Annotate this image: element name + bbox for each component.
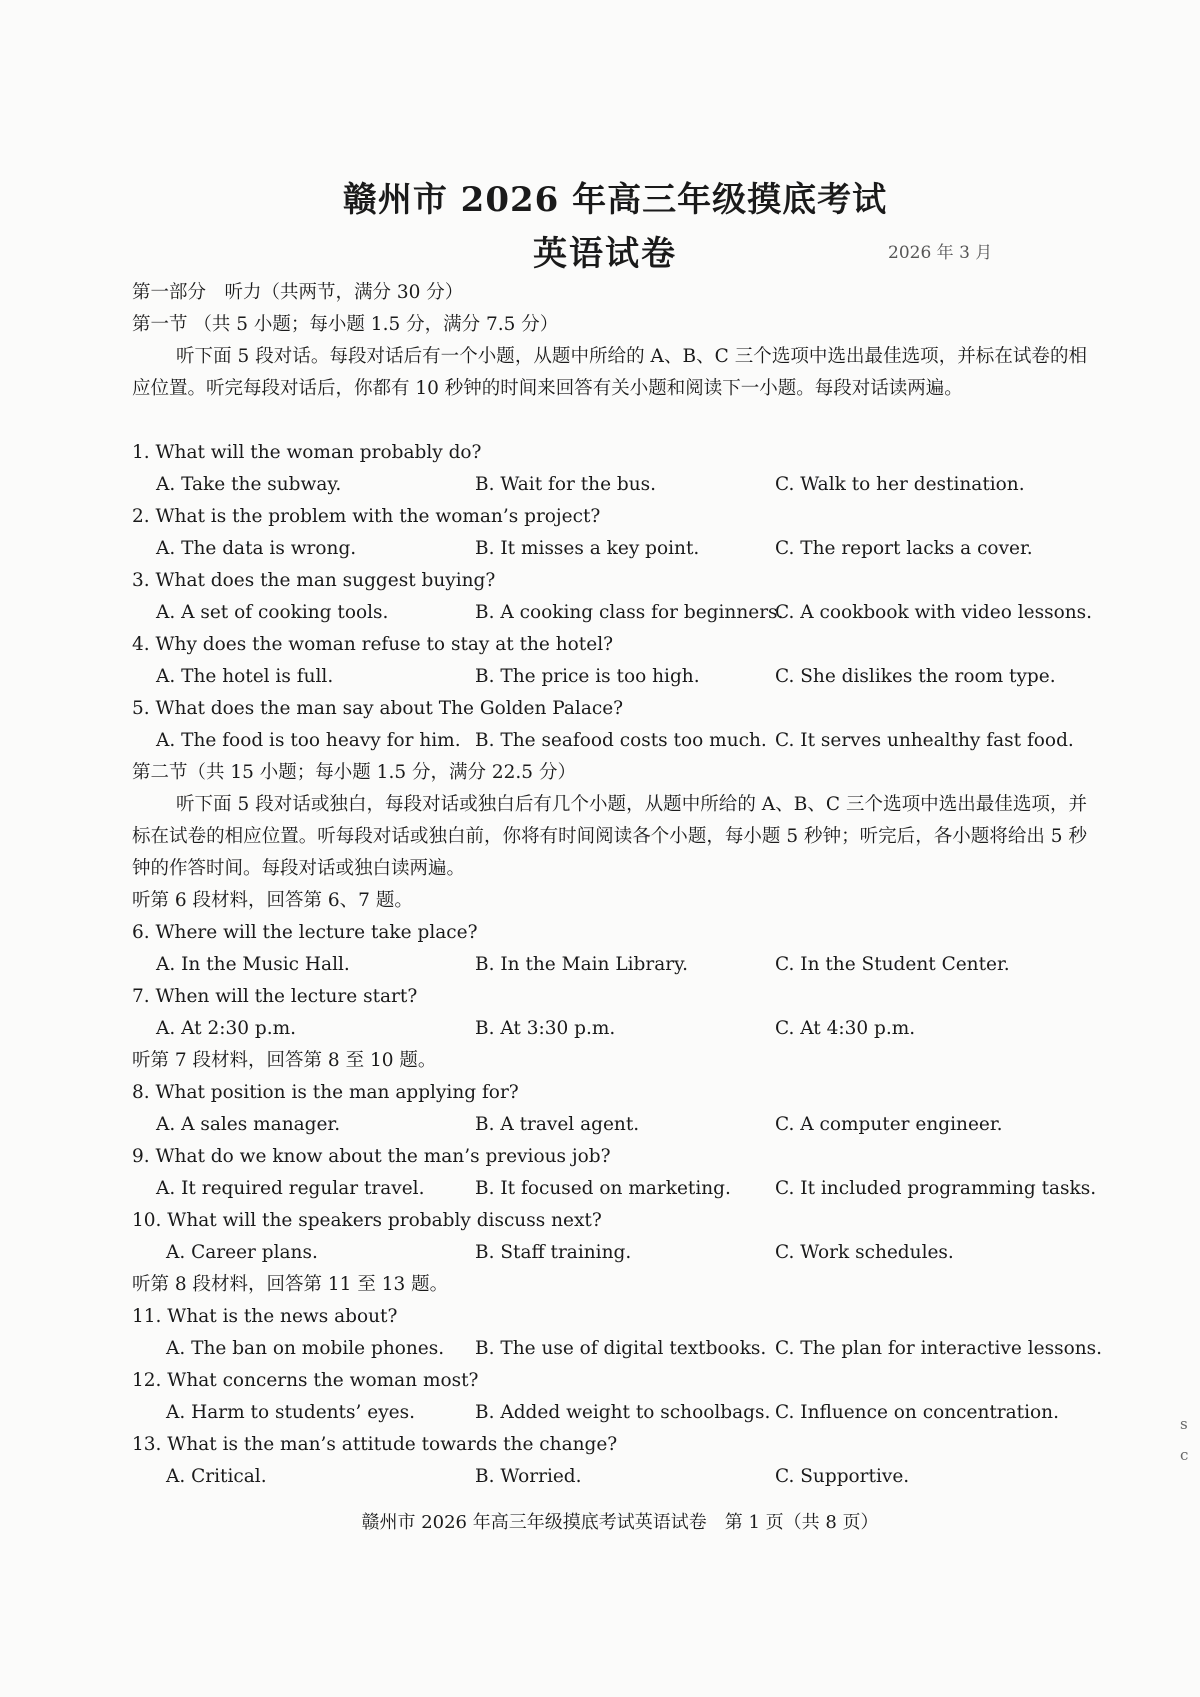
question-2: 2. What is the problem with the woman’s project? xyxy=(132,506,601,527)
option-c: C. In the Student Center. xyxy=(775,954,1010,975)
option-c: C. The report lacks a cover. xyxy=(775,538,1033,559)
option-b: B. At 3:30 p.m. xyxy=(475,1018,616,1039)
options-12 xyxy=(132,1397,1087,1429)
option-c: C. Walk to her destination. xyxy=(775,474,1025,495)
section2-heading: 第二节（共 15 小题；每小题 1.5 分，满分 22.5 分） xyxy=(132,762,576,783)
options-3 xyxy=(132,597,1092,629)
margin-mark: s xyxy=(1180,1415,1188,1433)
option-b: B. Staff training. xyxy=(475,1242,632,1263)
option-b: B. In the Main Library. xyxy=(475,954,688,975)
option-c: C. It included programming tasks. xyxy=(775,1178,1097,1199)
option-a: A. Career plans. xyxy=(166,1242,318,1263)
options-8 xyxy=(132,1109,1087,1141)
option-a: A. It required regular travel. xyxy=(156,1178,425,1199)
options-5 xyxy=(132,725,1087,757)
option-b: B. A cooking class for beginners. xyxy=(475,602,784,623)
option-c: C. At 4:30 p.m. xyxy=(775,1018,916,1039)
question-11: 11. What is the news about? xyxy=(132,1306,398,1327)
options-2 xyxy=(132,533,1087,565)
option-c: C. Supportive. xyxy=(775,1466,910,1487)
options-10 xyxy=(132,1237,1087,1269)
options-11 xyxy=(132,1333,1102,1365)
option-a: A. Harm to students’ eyes. xyxy=(166,1402,415,1423)
option-b: B. It focused on marketing. xyxy=(475,1178,731,1199)
question-12: 12. What concerns the woman most? xyxy=(132,1370,479,1391)
option-b: B. The seafood costs too much. xyxy=(475,730,767,751)
margin-mark: c xyxy=(1180,1446,1189,1464)
option-c: C. The plan for interactive lessons. xyxy=(775,1338,1102,1359)
question-10: 10. What will the speakers probably discuss next? xyxy=(132,1210,602,1231)
option-b: B. Added weight to schoolbags. xyxy=(475,1402,771,1423)
options-9 xyxy=(132,1173,1097,1205)
option-a: A. In the Music Hall. xyxy=(156,954,350,975)
option-c: C. A computer engineer. xyxy=(775,1114,1003,1135)
option-a: A. Take the subway. xyxy=(156,474,342,495)
material-label-6: 听第 6 段材料，回答第 6、7 题。 xyxy=(132,890,413,911)
option-a: A. A set of cooking tools. xyxy=(156,602,389,623)
options-6 xyxy=(132,949,1087,981)
question-7: 7. When will the lecture start? xyxy=(132,986,418,1007)
exam-title: 赣州市 2026 年高三年级摸底考试 xyxy=(342,180,888,220)
options-13 xyxy=(132,1461,1087,1493)
options-7 xyxy=(132,1013,1087,1045)
material-label-8: 听第 8 段材料，回答第 11 至 13 题。 xyxy=(132,1274,449,1295)
option-a: A. The food is too heavy for him. xyxy=(156,730,461,751)
options-4 xyxy=(132,661,1087,693)
question-9: 9. What do we know about the man’s previous job? xyxy=(132,1146,611,1167)
option-a: A. Critical. xyxy=(166,1466,267,1487)
material-label-7: 听第 7 段材料，回答第 8 至 10 题。 xyxy=(132,1050,437,1071)
option-c: C. She dislikes the room type. xyxy=(775,666,1056,687)
exam-subtitle: 英语试卷 xyxy=(533,234,677,274)
option-b: B. The price is too high. xyxy=(475,666,700,687)
option-c: C. Work schedules. xyxy=(775,1242,954,1263)
option-c: C. A cookbook with video lessons. xyxy=(775,602,1092,623)
option-b: B. Wait for the bus. xyxy=(475,474,657,495)
option-a: A. At 2:30 p.m. xyxy=(156,1018,297,1039)
option-a: A. The hotel is full. xyxy=(156,666,334,687)
question-8: 8. What position is the man applying for? xyxy=(132,1082,519,1103)
options-1 xyxy=(132,469,1087,501)
exam-body xyxy=(132,277,1102,1493)
question-1: 1. What will the woman probably do? xyxy=(132,442,482,463)
exam-date: 2026 年 3 月 xyxy=(888,243,993,263)
question-4: 4. Why does the woman refuse to stay at the hotel? xyxy=(132,634,614,655)
option-b: B. Worried. xyxy=(475,1466,582,1487)
section1-heading: 第一节 （共 5 小题；每小题 1.5 分，满分 7.5 分） xyxy=(132,314,559,335)
option-b: B. It misses a key point. xyxy=(475,538,700,559)
section1-instructions: 听下面 5 段对话。每段对话后有一个小题，从题中所给的 A、B、C 三个选项中选出最佳选项，并标在试卷的相应位置。听完每段对话后，你都有 10 秒钟的时间来回答有关小题和阅读下一小题。每段对话读两遍。 xyxy=(132,346,1087,399)
option-a: A. The ban on mobile phones. xyxy=(166,1338,445,1359)
option-b: B. A travel agent. xyxy=(475,1114,640,1135)
option-a: A. A sales manager. xyxy=(156,1114,341,1135)
page-footer: 赣州市 2026 年高三年级摸底考试英语试卷 第 1 页（共 8 页） xyxy=(361,1512,879,1533)
option-c: C. It serves unhealthy fast food. xyxy=(775,730,1074,751)
option-b: B. The use of digital textbooks. xyxy=(475,1338,767,1359)
question-5: 5. What does the man say about The Golden Palace? xyxy=(132,698,624,719)
question-13: 13. What is the man’s attitude towards the change? xyxy=(132,1434,618,1455)
section2-instructions: 听下面 5 段对话或独白，每段对话或独白后有几个小题，从题中所给的 A、B、C 三个选项中选出最佳选项，并标在试卷的相应位置。听每段对话或独白前，你将有时间阅读各个小题，每小题 5 秒钟；听完后，各小题将给出 5 秒钟的作答时间。每段对话或独白读两遍。 xyxy=(132,794,1087,879)
question-6: 6. Where will the lecture take place? xyxy=(132,922,478,943)
option-c: C. Influence on concentration. xyxy=(775,1402,1059,1423)
option-a: A. The data is wrong. xyxy=(156,538,357,559)
part1-heading: 第一部分 听力（共两节，满分 30 分） xyxy=(132,282,464,303)
question-3: 3. What does the man suggest buying? xyxy=(132,570,496,591)
